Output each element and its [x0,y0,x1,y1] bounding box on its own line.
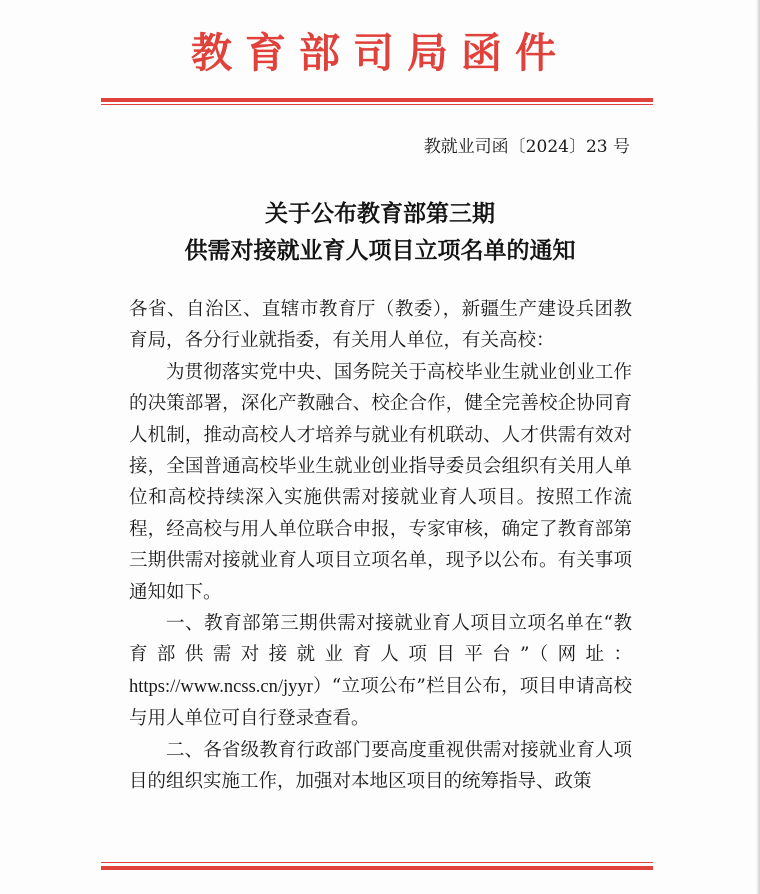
intro-paragraph: 为贯彻落实党中央、国务院关于高校毕业生就业创业工作的决策部署，深化产教融合、校企合作，健全完善校企协同育人机制，推动高校人才培养与就业有机联动、人才供需有效对接，全国普通高校毕业生就业创业指导委员会组织有关用人单位和高校持续深入实施供需对接就业育人项目。按照工作流程，经高校与用人单位联合申报，专家审核，确定了教育部第三期供需对接就业育人项目立项名单，现予以公布。有关事项通知如下。 [129,361,632,603]
item-1-paragraph [129,608,632,735]
document-number: 教就业司函〔2024〕23 号 [423,137,630,157]
footer-rule-thick [101,866,653,870]
item-1-text-end: ）“立项公布”栏目公布，项目申请高校与用人单位可自行登录查看。 [129,675,632,730]
item-2-paragraph: 二、各省级教育行政部门要高度重视供需对接就业育人项目的组织实施工作，加强对本地区项目的统筹指导、政策 [129,739,632,793]
header-rule-thick [101,98,653,102]
item-1-text: 一、教育部第三期供需对接就业育人项目立项名单在“教育部供需对接就业育人项目平台”（网址： [129,613,632,666]
salutation: 各省、自治区、直辖市教育厅（教委），新疆生产建设兵团教育局，各分行业就指委，有关用人单位，有关高校： [129,299,632,352]
masthead-title: 教育部司局函件 [191,29,569,77]
footer-rule-thin [101,862,653,863]
title-line-2: 供需对接就业育人项目立项名单的通知 [184,238,576,264]
document-title [0,196,760,270]
title-line-1: 关于公布教育部第三期 [265,201,495,227]
platform-url-link[interactable]: https://www.ncss.cn/jyyr [129,676,313,697]
document-body [129,294,632,798]
header-rule-thin [101,104,653,105]
page-edge-shadow [756,0,760,894]
